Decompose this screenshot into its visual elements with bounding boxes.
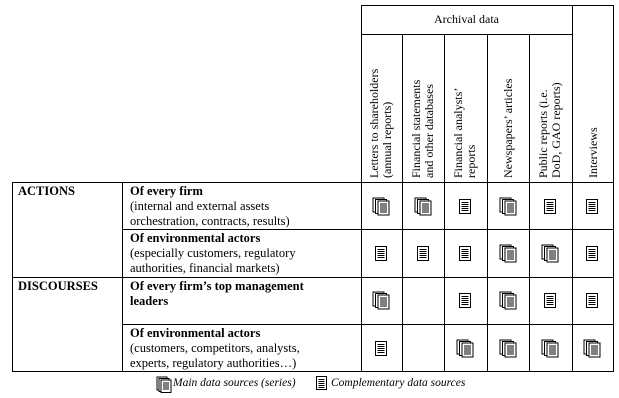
col-header-financial-statements — [410, 80, 436, 178]
col-header-line: and other databases — [422, 84, 436, 178]
row-rule-1 — [122, 229, 613, 230]
row-rule-3 — [122, 324, 613, 325]
col-divider-2 — [444, 34, 445, 372]
stacked-documents-icon — [456, 339, 474, 363]
document-icon — [586, 246, 598, 266]
outer-right — [613, 5, 614, 372]
document-icon — [459, 246, 471, 266]
legend-main-icon — [156, 376, 172, 398]
outer-left — [12, 182, 13, 372]
stacked-documents-icon — [499, 197, 517, 221]
col-divider-4 — [529, 34, 530, 372]
row-desc: (customers, competitors, analysts, — [130, 341, 300, 355]
legend-comp-label: Complementary data sources — [331, 377, 466, 389]
col-divider-3 — [487, 34, 488, 372]
category-discourses: DISCOURSES — [18, 279, 98, 293]
document-icon — [375, 246, 387, 266]
col-divider-5 — [572, 5, 573, 372]
archival-rule — [361, 34, 572, 35]
stacked-documents-icon — [541, 244, 559, 268]
col-header-line: DoD, GAO reports) — [549, 82, 563, 178]
col-header-line: Public reports (i.e. — [536, 89, 550, 178]
col-header-line: Newspapers’ articles — [501, 78, 515, 178]
document-icon — [459, 199, 471, 219]
document-icon — [586, 293, 598, 313]
col-header-analysts — [452, 88, 478, 178]
stacked-documents-icon — [499, 339, 517, 363]
col-header-line: Interviews — [586, 127, 600, 178]
stacked-documents-icon — [583, 339, 601, 363]
stacked-documents-icon — [499, 244, 517, 268]
stacked-documents-icon — [372, 291, 390, 315]
row-desc: experts, regulatory authorities…) — [130, 356, 297, 370]
archival-data-header: Archival data — [434, 12, 499, 26]
header-left — [361, 5, 362, 372]
col-header-public-reports — [537, 82, 563, 178]
stacked-documents-icon — [414, 197, 432, 221]
row-desc: (especially customers, regulatory — [130, 246, 296, 260]
col-header-newspapers — [502, 79, 515, 178]
col-header-letters — [368, 69, 394, 178]
col-header-line: Financial analysts’ — [451, 87, 465, 178]
document-icon — [544, 199, 556, 219]
row-rule-2 — [12, 277, 613, 278]
category-divider — [122, 182, 123, 372]
row-label-1 — [130, 184, 290, 229]
row-desc: authorities, financial markets) — [130, 261, 280, 275]
row-label-4 — [130, 326, 300, 371]
col-header-interviews — [587, 127, 600, 178]
document-icon — [544, 293, 556, 313]
document-icon — [586, 199, 598, 219]
col-divider-1 — [402, 34, 403, 372]
row-label-2 — [130, 231, 296, 276]
header-rule — [12, 182, 613, 183]
bottom-rule — [12, 371, 613, 372]
col-header-line: Letters to shareholders — [367, 68, 381, 178]
row-title: Of environmental actors — [130, 326, 261, 340]
top-rule — [361, 5, 613, 6]
category-actions: ACTIONS — [18, 184, 75, 198]
col-header-line: Financial statements — [409, 79, 423, 178]
row-title: Of environmental actors — [130, 231, 261, 245]
stacked-documents-icon — [372, 197, 390, 221]
document-icon — [417, 246, 429, 266]
row-title: Of every firm — [130, 184, 203, 198]
legend-main-label: Main data sources (series) — [173, 377, 296, 389]
row-title: Of every firm’s top management — [130, 279, 304, 293]
row-desc: orchestration, contracts, results) — [130, 214, 290, 228]
stacked-documents-icon — [499, 291, 517, 315]
col-header-line: (annual reports) — [380, 101, 394, 178]
document-icon — [375, 341, 387, 361]
row-label-3 — [130, 279, 304, 309]
stacked-documents-icon — [541, 339, 559, 363]
col-header-line: reports — [464, 144, 478, 178]
document-icon — [459, 293, 471, 313]
legend-comp-icon — [316, 376, 327, 395]
row-desc: (internal and external assets — [130, 199, 270, 213]
row-desc: leaders — [130, 294, 169, 308]
